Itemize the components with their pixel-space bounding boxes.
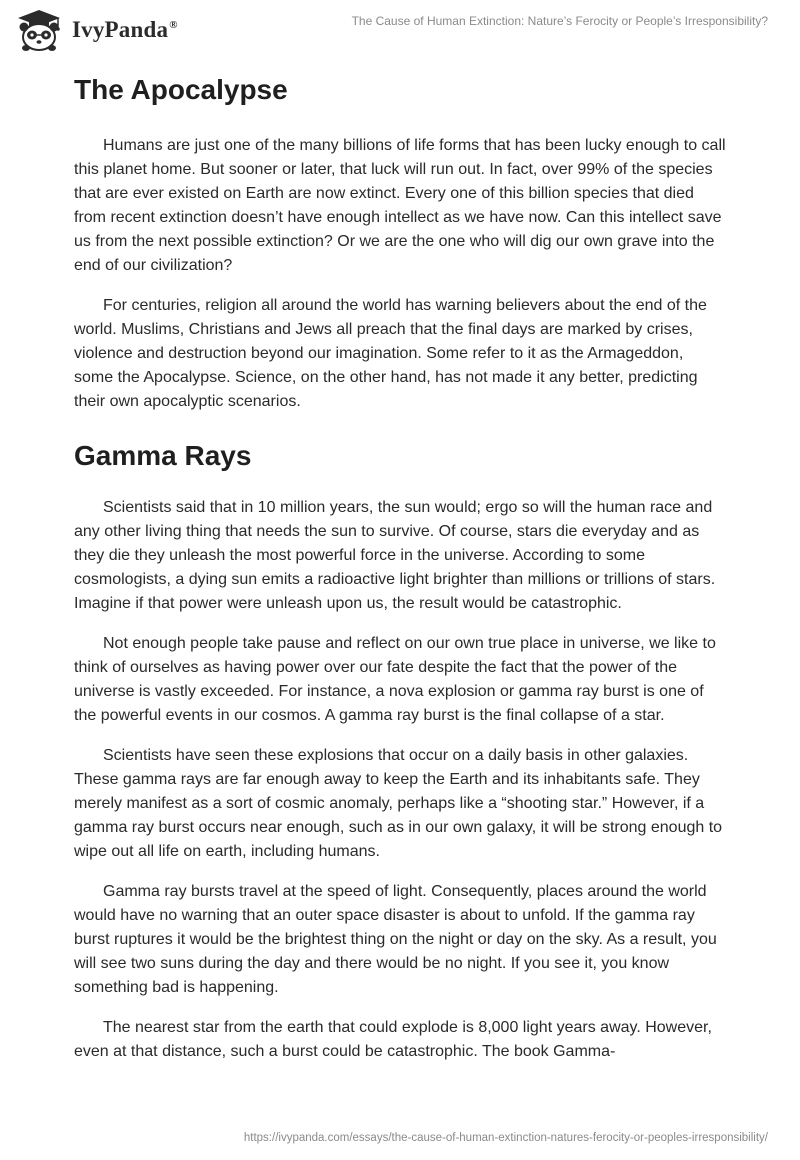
- section-heading-apocalypse: The Apocalypse: [74, 74, 288, 105]
- paragraph: For centuries, religion all around the world has warning believers about the end of the world. Muslims, Christians and Jews all preach that the final days are marked by crises, violence and destruction beyond our imagination. Some refer to it as the Armageddon, some the Apocalypse. Science, on the other hand, has not made it any better, predicting their own apocalyptic scenarios.: [74, 297, 707, 410]
- paragraph: Scientists said that in 10 million years, the sun would; ergo so will the human race and any other living thing that needs the sun to survive. Of course, stars die everyday and as they die they unleash the most powerful force in the universe. According to some cosmologists, a dying sun emits a radioactive light brighter than millions or trillions of stars. Imagine if that power were unleash upon us, the result would be catastrophic.: [74, 499, 716, 612]
- paragraph: Gamma ray bursts travel at the speed of light. Consequently, places around the world would have no warning that an outer space disaster is about to unfold. If the gamma ray burst ruptures it would be the brightest thing on the night or day on the sky. As a result, you will see two suns during the day and there would be no night. If you see it, you know something bad is happening.: [74, 883, 717, 996]
- section-heading-gamma-rays: Gamma Rays: [74, 440, 252, 471]
- paragraph: The nearest star from the earth that could explode is 8,000 light years away. However, even at that distance, such a burst could be catastrophic. The book Gamma-: [74, 1019, 712, 1060]
- brand-logo[interactable]: [14, 8, 178, 52]
- footer-url-link[interactable]: https://ivypanda.com/essays/the-cause-of-human-extinction-natures-ferocity-or-peoples-irresponsibility/: [243, 1132, 768, 1144]
- panda-mascot-icon: [14, 8, 64, 52]
- paragraph: Humans are just one of the many billions of life forms that has been lucky enough to call this planet home. But sooner or later, that luck will run out. In fact, over 99% of the species that are ever existed on Earth are now extinct. Every one of this billion species that died from recent extinction doesn’t have enough intellect as we have now. Can this intellect save us from the next possible extinction? Or we are the one who will dig our own grave into the end of our civilization?: [74, 137, 726, 274]
- essay-content: [74, 70, 726, 1080]
- registered-mark: ®: [169, 19, 178, 32]
- paragraph: Not enough people take pause and reflect on our own true place in universe, we like to think of ourselves as having power over our fate despite the fact that the power of the universe is vastly exceeded. For instance, a nova explosion or gamma ray burst is one of the powerful events in our cosmos. A gamma ray burst is the final collapse of a star.: [74, 635, 716, 724]
- page-header: [0, 0, 800, 58]
- document-title: The Cause of Human Extinction: Nature’s Ferocity or People’s Irresponsibility?: [351, 14, 768, 28]
- brand-name: IvyPanda®: [72, 17, 178, 42]
- paragraph: Scientists have seen these explosions that occur on a daily basis in other galaxies. These gamma rays are far enough away to keep the Earth and its inhabitants safe. They merely manifest as a sort of cosmic anomaly, perhaps like a “shooting star.” However, if a gamma ray burst occurs near enough, such as in our own galaxy, it will be strong enough to wipe out all life on earth, including humans.: [74, 747, 723, 860]
